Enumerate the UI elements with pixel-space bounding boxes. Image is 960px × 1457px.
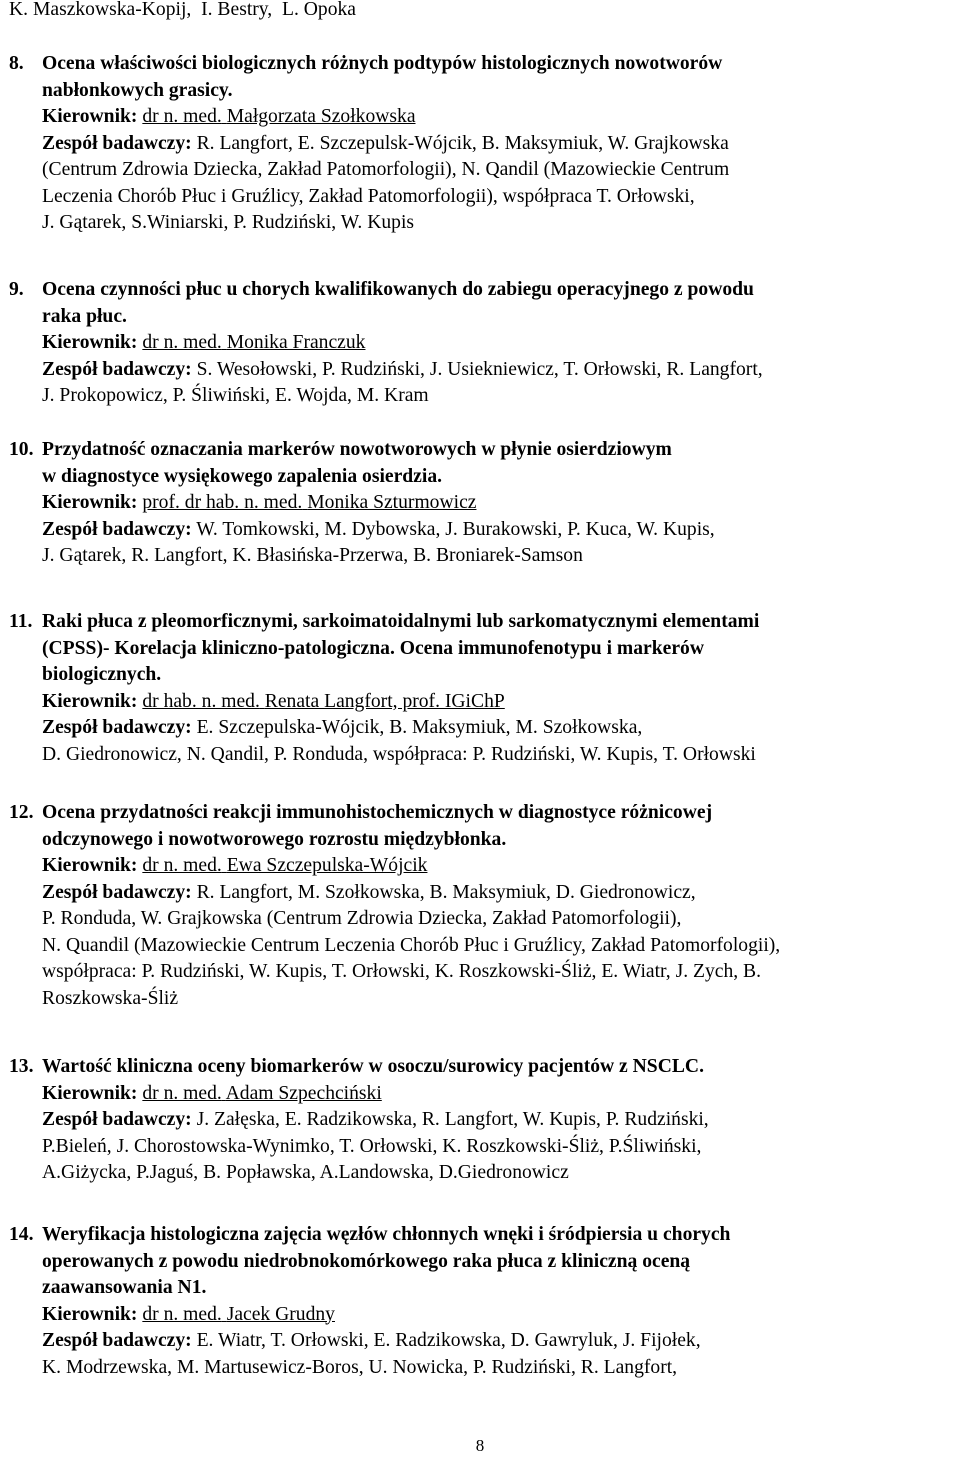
project-body [42,800,957,1012]
leader-label: Kierownik: [42,855,138,876]
team-members: J. Gątarek, R. Langfort, K. Błasińska-Przerwa, B. Broniarek-Samson [42,545,583,566]
leader-name: Ewa Szczepulska-Wójcik [226,855,428,876]
team-members: W. Tomkowski, M. Dybowska, J. Burakowski, P. Kuca, W. Kupis, [196,518,715,540]
project-item [9,437,957,570]
project-item [9,800,957,1012]
project-title-line: (CPSS)- Korelacja kliniczno-patologiczna. Ocena immunofenotypu i markerów [42,637,704,659]
project-title-line: Raki płuca z pleomorficznymi, sarkoimatoidalnymi lub sarkomatycznymi elementami [42,611,760,632]
team-members: K. Modrzewska, M. Martusewicz-Boros, U. Nowicka, P. Rudziński, R. Langfort, [42,1356,678,1378]
team-line [42,1328,957,1355]
team-line [42,383,957,410]
project-title-line: Ocena przydatności reakcji immunohistochemicznych w diagnostyce różnicowej [42,802,713,823]
project-title-line: odczynowego i nowotworowego rozrostu międzybłonka. [42,828,507,850]
team-line [42,184,957,211]
project-number: 8. [9,53,24,74]
leader-degree: prof. dr hab. n. med. [142,492,303,513]
leader-name: Monika Franczuk [226,332,366,353]
project-number: 14. [9,1224,34,1245]
running-header: K. Maszkowska-Kopij, I. Bestry, L. Opoka [9,0,357,20]
leader-name: Renata Langfort, prof. IGiChP [264,690,505,712]
leader-degree: dr n. med. [142,1303,222,1325]
team-members: R. Langfort, M. Szołkowska, B. Maksymiuk, D. Giedronowicz, [196,881,696,903]
team-members: E. Szczepulska-Wójcik, B. Maksymiuk, M. Szołkowska, [196,717,643,738]
project-title-line: Ocena właściwości biologicznych różnych podtypów histologicznych nowotworów [42,53,723,74]
project-body [42,51,957,237]
team-label: Zespół badawczy: [42,518,192,540]
team-line [42,715,957,742]
team-label: Zespół badawczy: [42,1330,192,1351]
project-number: 13. [9,1056,34,1077]
project-number: 10. [9,439,34,460]
project-title-line: w diagnostyce wysiękowego zapalenia osierdzia. [42,465,443,487]
team-members: R. Langfort, E. Szczepulsk-Wójcik, B. Maksymiuk, W. Grajkowska [196,132,729,154]
team-label: Zespół badawczy: [42,1109,192,1130]
project-item [9,1222,957,1381]
project-title-line: raka płuc. [42,305,127,327]
team-line [42,1355,957,1382]
project-title-line: Przydatność oznaczania markerów nowotworowych w płynie osierdziowym [42,439,672,460]
project-leader [42,1081,957,1108]
project-leader [42,330,957,357]
leader-label: Kierownik: [42,106,138,127]
project-item [9,1054,957,1187]
team-line [42,959,957,986]
team-line [42,1107,957,1134]
leader-label: Kierownik: [42,1303,138,1325]
project-leader [42,689,957,716]
project-body [42,437,957,570]
project-title-line: zaawansowania N1. [42,1277,207,1298]
leader-degree: dr n. med. [142,855,222,876]
team-label: Zespół badawczy: [42,717,192,738]
project-item [9,609,957,768]
team-members: D. Giedronowicz, N. Qandil, P. Ronduda, współpraca: P. Rudziński, W. Kupis, T. Orłowski [42,743,756,765]
team-members: N. Quandil (Mazowieckie Centrum Leczenia Chorób Płuc i Gruźlicy, Zakład Patomorfologii), [42,934,781,956]
leader-name: Jacek Grudny [226,1303,335,1325]
project-body [42,1222,957,1381]
project-number: 11. [9,611,33,632]
team-members: P.Bieleń, J. Chorostowska-Wynimko, T. Orłowski, K. Roszkowski-Śliż, P.Śliwiński, [42,1135,702,1157]
team-members: Leczenia Chorób Płuc i Gruźlicy, Zakład Patomorfologii), współpraca T. Orłowski, [42,185,695,207]
team-line [42,357,957,384]
project-title-line: Weryfikacja histologiczna zajęcia węzłów chłonnych wnęki i śródpiersia u chorych [42,1224,731,1245]
project-leader [42,490,957,517]
team-line [42,210,957,237]
team-line [42,157,957,184]
project-body [42,609,957,768]
team-label: Zespół badawczy: [42,358,192,380]
project-title-line: operowanych z powodu niedrobnokomórkowego raka płuca z kliniczną oceną [42,1250,691,1272]
project-number: 9. [9,279,24,300]
team-line [42,131,957,158]
team-members: J. Prokopowicz, P. Śliwiński, E. Wojda, M. Kram [42,385,429,406]
project-body [42,1054,957,1187]
page-number: 8 [475,1436,485,1455]
team-line [42,517,957,544]
leader-label: Kierownik: [42,332,138,353]
project-title-line: biologicznych. [42,664,162,685]
leader-degree: dr n. med. [142,332,222,353]
project-item [9,277,957,410]
team-line [42,880,957,907]
project-title-line: nabłonkowych grasicy. [42,79,233,101]
team-label: Zespół badawczy: [42,132,192,154]
project-title-line: Ocena czynności płuc u chorych kwalifikowanych do zabiegu operacyjnego z powodu [42,279,754,300]
team-line [42,986,957,1013]
project-item [9,51,957,237]
leader-name: Adam Szpechciński [225,1082,382,1104]
team-members: J. Gątarek, S.Winiarski, P. Rudziński, W. Kupis [42,212,415,233]
leader-label: Kierownik: [42,492,138,513]
project-title-line: Wartość kliniczna oceny biomarkerów w osoczu/surowicy pacjentów z NSCLC. [42,1056,704,1077]
team-members: S. Wesołowski, P. Rudziński, J. Usiekniewicz, T. Orłowski, R. Langfort, [196,358,763,380]
leader-label: Kierownik: [42,1082,138,1104]
leader-label: Kierownik: [42,690,138,712]
leader-degree: dr hab. n. med. [142,690,260,712]
team-line [42,543,957,570]
team-line [42,742,957,769]
team-members: J. Załęska, E. Radzikowska, R. Langfort, W. Kupis, P. Rudziński, [196,1109,709,1130]
team-members: Roszkowska-Śliż [42,987,179,1009]
team-label: Zespół badawczy: [42,881,192,903]
leader-degree: dr n. med. [142,106,222,127]
team-members: P. Ronduda, W. Grajkowska (Centrum Zdrowia Dziecka, Zakład Patomorfologii), [42,908,682,929]
project-leader [42,853,957,880]
project-number: 12. [9,802,34,823]
project-leader [42,1302,957,1329]
leader-name: Monika Szturmowicz [307,492,477,513]
team-line [42,1134,957,1161]
leader-name: Małgorzata Szołkowska [226,106,416,127]
team-members: A.Giżycka, P.Jaguś, B. Popławska, A.Landowska, D.Giedronowicz [42,1162,569,1183]
team-members: współpraca: P. Rudziński, W. Kupis, T. Orłowski, K. Roszkowski-Śliż, E. Wiatr, J. Zych, B. [42,961,762,982]
team-members: (Centrum Zdrowia Dziecka, Zakład Patomorfologii), N. Qandil (Mazowieckie Centrum [42,159,730,180]
project-leader [42,104,957,131]
team-members: E. Wiatr, T. Orłowski, E. Radzikowska, D. Gawryluk, J. Fijołek, [196,1330,701,1351]
team-line [42,906,957,933]
leader-degree: dr n. med. [142,1082,222,1104]
project-body [42,277,957,410]
team-line [42,933,957,960]
team-line [42,1160,957,1187]
